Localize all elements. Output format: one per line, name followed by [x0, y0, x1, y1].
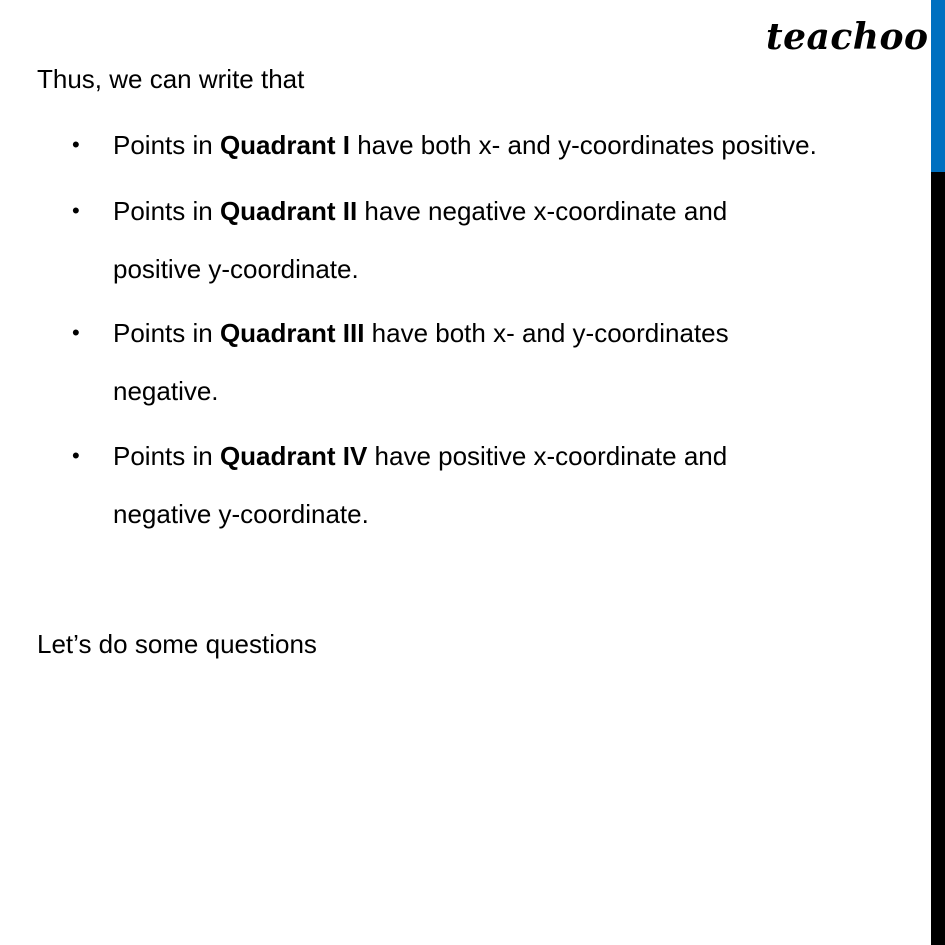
bullet-prefix: Points in [113, 318, 220, 348]
bullet-bold: Quadrant II [219, 196, 358, 226]
side-bar [931, 172, 945, 945]
bullet-icon: • [72, 198, 80, 223]
accent-bar [931, 0, 945, 172]
bullet-rest: have both x- and y-coordinates [364, 318, 729, 348]
bullet-quadrant-4 [113, 440, 727, 472]
bullet-bold: Quadrant IV [219, 441, 368, 471]
bullet-rest: have positive x-coordinate and [367, 441, 728, 471]
bullet-quadrant-4-cont: negative y-coordinate. [113, 499, 369, 529]
teachoo-logo: teachoo [766, 16, 929, 58]
bullet-icon: • [72, 443, 80, 468]
bullet-quadrant-2-cont: positive y-coordinate. [113, 254, 359, 284]
intro-text: Thus, we can write that [37, 64, 305, 94]
bullet-bold: Quadrant III [219, 318, 365, 348]
bullet-rest: have both x- and y-coordinates positive. [349, 130, 817, 160]
bullet-prefix: Points in [113, 130, 220, 160]
bullet-bold: Quadrant I [219, 130, 350, 160]
bullet-prefix: Points in [113, 441, 220, 471]
outro-text: Let’s do some questions [37, 629, 317, 659]
bullet-icon: • [72, 132, 80, 157]
bullet-icon: • [72, 320, 80, 345]
bullet-rest: have negative x-coordinate and [357, 196, 728, 226]
bullet-quadrant-2 [113, 195, 727, 227]
bullet-quadrant-3 [113, 317, 729, 349]
bullet-quadrant-3-cont: negative. [113, 376, 219, 406]
bullet-prefix: Points in [113, 196, 220, 226]
bullet-quadrant-1 [113, 129, 817, 161]
